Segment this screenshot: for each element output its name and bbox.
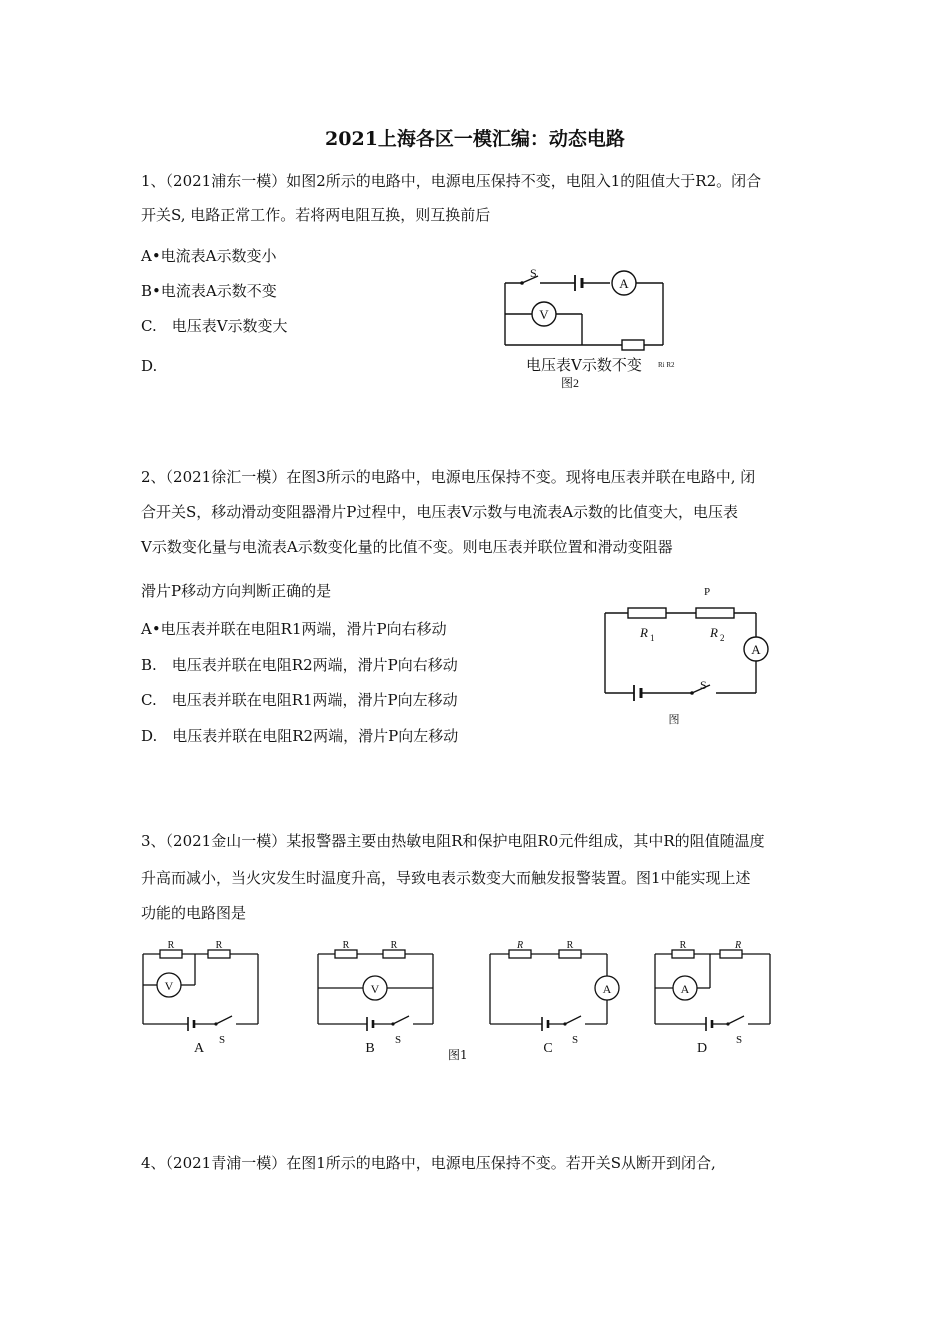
q3-a-r-label: R bbox=[167, 940, 175, 951]
q2-option-d: D. 电压表并联在电阻R2两端，滑片P向左移动 bbox=[141, 727, 459, 745]
q2-fig-r2-sub: 2 bbox=[720, 633, 725, 643]
q2-fig-r2-label: R bbox=[710, 625, 718, 640]
q2-fig-caption: 图 bbox=[668, 714, 680, 726]
q3-b-r0-label: R bbox=[390, 940, 398, 951]
page-title: 2021上海各区一模汇编：动态电路 bbox=[325, 128, 625, 150]
q3-a-meter-label: V bbox=[164, 979, 174, 993]
q2-option-a: A•电压表并联在电阻R1两端，滑片P向右移动 bbox=[141, 620, 447, 638]
q2-fig-r1-sub: 1 bbox=[650, 633, 655, 643]
q3-circuit-a bbox=[140, 938, 265, 1058]
q1-line-2: 开关S, 电路正常工作。若将两电阻互换，则互换前后 bbox=[141, 206, 491, 224]
q3-a-switch-label: S bbox=[218, 1034, 226, 1046]
q3-c-r0-label: R bbox=[566, 940, 574, 951]
q1-option-d: D. bbox=[141, 357, 158, 375]
q3-c-panel-label: C bbox=[543, 1041, 553, 1056]
q2-fig-r1-label: R bbox=[640, 625, 648, 640]
q3-b-r-label: R bbox=[342, 940, 350, 951]
q2-circuit-figure bbox=[600, 585, 775, 725]
q3-d-meter-label: A bbox=[680, 982, 690, 996]
q1-option-d-text: 电压表V示数不变 bbox=[526, 356, 642, 374]
q1-fig-ammeter-label: A bbox=[619, 276, 629, 291]
q3-c-meter-label: A bbox=[602, 982, 612, 996]
q4-line-1: 4、（2021青浦一模）在图1所示的电路中，电源电压保持不变。若开关S从断开到闭合, bbox=[141, 1154, 716, 1172]
q3-d-switch-label: S bbox=[735, 1034, 743, 1046]
q2-fig-slider-label: P bbox=[704, 586, 711, 598]
q3-line-1: 3、（2021金山一模）某报警器主要由热敏电阻R和保护电阻R0元件组成，其中R的阻值随温度 bbox=[141, 832, 765, 850]
q1-option-a: A•电流表A示数变小 bbox=[141, 247, 277, 265]
q2-fig-ammeter-label: A bbox=[751, 642, 761, 657]
q2-fig-switch-label: S bbox=[700, 678, 707, 692]
q3-b-switch-label: S bbox=[394, 1034, 402, 1046]
q3-d-r-label: R bbox=[679, 940, 687, 951]
q1-fig-resistor-labels: Ri R2 bbox=[658, 361, 675, 369]
q3-circuit-b bbox=[315, 938, 440, 1058]
q3-line-3: 功能的电路图是 bbox=[141, 904, 247, 922]
q1-fig-caption: 图2 bbox=[560, 376, 580, 390]
q3-circuit-d bbox=[652, 938, 777, 1058]
q1-circuit-figure bbox=[500, 265, 675, 395]
q3-d-r0-label: R bbox=[734, 940, 742, 951]
q2-line-3: V示数变化量与电流表A示数变化量的比值不变。则电压表并联位置和滑动变阻器 bbox=[141, 538, 673, 556]
q3-c-switch-label: S bbox=[571, 1034, 579, 1046]
q2-line-2: 合开关S，移动滑动变阻器滑片P过程中，电压表V示数与电流表A示数的比值变大，电压表 bbox=[141, 503, 739, 521]
q1-fig-switch-label: S bbox=[530, 266, 537, 280]
q2-option-b: B. 电压表并联在电阻R2两端，滑片P向右移动 bbox=[141, 656, 458, 674]
q1-line-1: 1、（2021浦东一模）如图2所示的电路中，电源电压保持不变，电阻入1的阻值大于R2。闭合 bbox=[141, 172, 762, 190]
q1-fig-voltmeter-label: V bbox=[539, 307, 549, 322]
q2-option-c: C. 电压表并联在电阻R1两端，滑片P向左移动 bbox=[141, 691, 458, 709]
q1-option-c: C. 电压表V示数变大 bbox=[141, 317, 288, 335]
q3-a-panel-label: A bbox=[193, 1041, 205, 1056]
q3-b-panel-label: B bbox=[365, 1041, 375, 1056]
q3-fig-caption: 图1 bbox=[448, 1048, 468, 1062]
q3-c-r-label: R bbox=[516, 940, 524, 951]
q3-line-2: 升高而减小，当火灾发生时温度升高，导致电表示数变大而触发报警装置。图1中能实现上述 bbox=[141, 869, 751, 887]
q3-a-r0-label: R bbox=[215, 940, 223, 951]
q3-circuit-c bbox=[487, 938, 622, 1058]
q3-b-meter-label: V bbox=[370, 982, 380, 996]
q2-line-1: 2、（2021徐汇一模）在图3所示的电路中，电源电压保持不变。现将电压表并联在电路中, 闭 bbox=[141, 468, 756, 486]
q1-option-b: B•电流表A示数不变 bbox=[141, 282, 277, 300]
q2-line-4: 滑片P移动方向判断正确的是 bbox=[141, 582, 332, 600]
q3-d-panel-label: D bbox=[696, 1041, 708, 1056]
